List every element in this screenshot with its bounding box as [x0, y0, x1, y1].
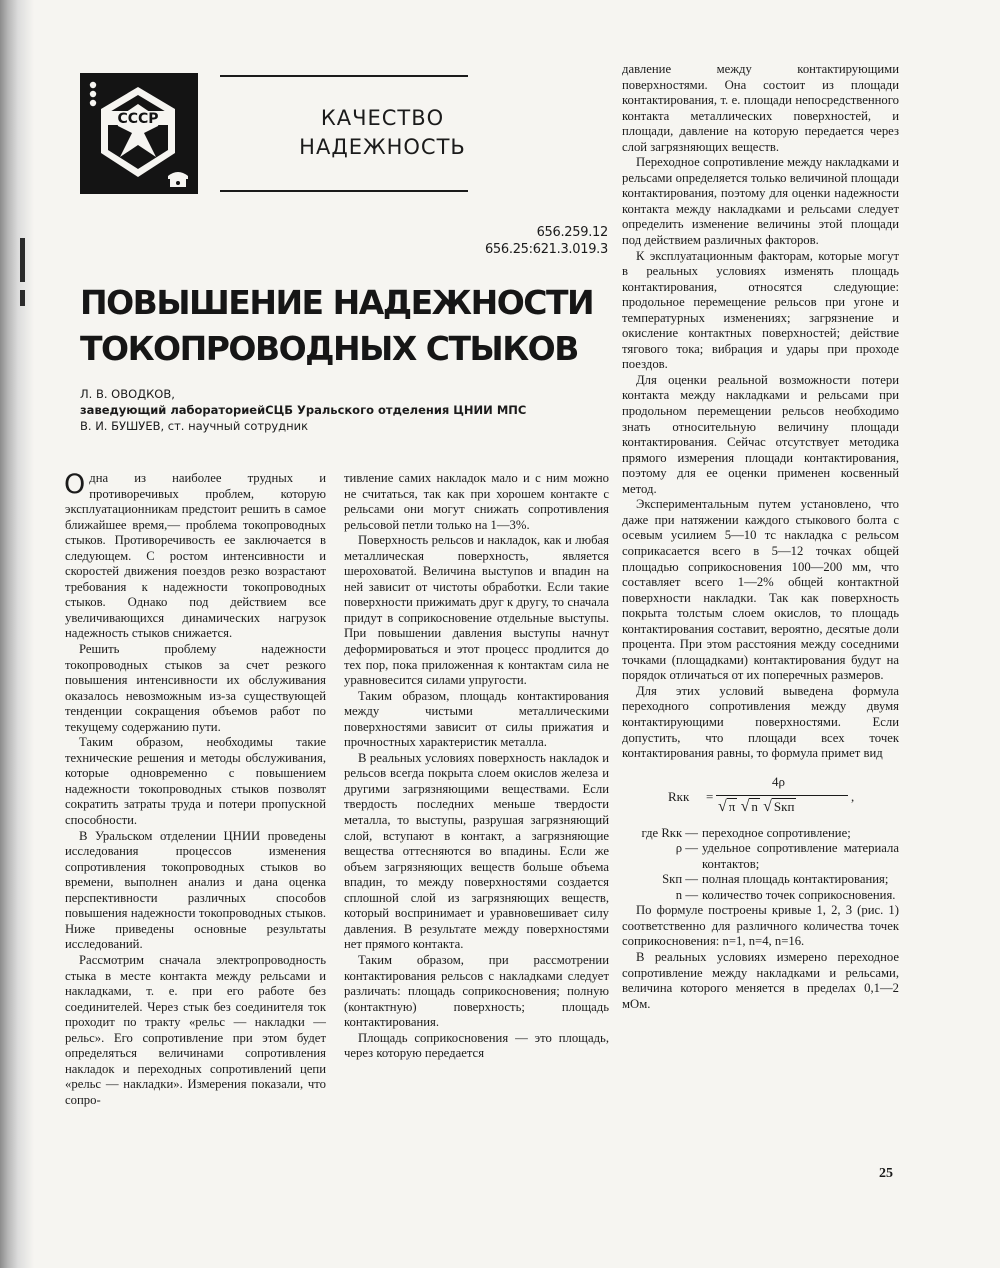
paragraph: В Уральском отделении ЦНИИ проведены исследования процессов изменения сопротивления токопроводных стыков во времени, выполнен анализ и дана оценка перспективности различных способов повышения надежности токопроводных стыков. Ниже приведены основные результаты исследований.	[65, 828, 326, 952]
udc-code: 656.25:621.3.019.3	[484, 242, 608, 257]
paragraph: давление между контактирующими поверхностями. Она состоит из площади контактирования, т. е. площади непосредственного контакта металлических поверхностей, и площади, давление на которую передается через слой загрязняющих веществ.	[622, 62, 899, 154]
legend-description: полная площадь контактирования;	[702, 872, 889, 887]
paragraph: Рассмотрим сначала электропроводность стыка в месте контакта между рельсами и накладками, т. е. при его работе без соединителей. Через стык без соединителя ток проходит по тракту «рельс — накладки — рельс». Его сопротивление при этом будет определяться величинами сопротивления накладок и переходных сопротивлений цепи «рельс — накладки». Измерения показали, что сопро-	[65, 952, 326, 1107]
formula-denominator	[718, 799, 796, 815]
legend-symbol: Sкп —	[662, 872, 698, 887]
paragraph: тивление самих накладок мало и с ним можно не считаться, так как при хорошем контакте с рельсами они могут снижать сопротивления рельсовой петли только на 1—3%.	[344, 471, 609, 532]
page-number: 25	[879, 1166, 893, 1181]
formula-term: Sкп	[773, 798, 795, 814]
author-position: заведующий лабораториейСЦБ Уральского отделения ЦНИИ МПС	[80, 403, 527, 417]
scan-binding-edge	[0, 0, 34, 1268]
paragraph: Поверхность рельсов и накладок, как и любая металлическая поверхность, является шероховатой. Величина выступов и впадин на ней зависит от чистоты обработки. Если такие поверхности прижимать друг к другу, то сначала придут в соприкосновение отдельные выступы. При повышении давления выступы начнут деформироваться и этот процесс продлится до тех пор, пока приложенная к контактам сила не уравновесится силами упругости.	[344, 533, 609, 688]
paragraph: Таким образом, при рассмотрении контактирования рельсов с накладками следует различать: площадь соприкосновения; полную (контактную) поверхность; площадь контактирования.	[344, 952, 609, 1030]
article-title: ПОВЫШЕНИЕ НАДЕЖНОСТИ ТОКОПРОВОДНЫХ СТЫКОВ	[80, 283, 594, 368]
paragraph: дна из наиболее трудных и противоречивых проблем, которую эксплуатационникам предстоит решить в самое ближайшее время,— проблема токопроводных стыков. Противоречивость ее заключается в следующем. С ростом интенсивности и скоростей движения поездов резко возрастают требования к надежности токопроводных стыков. Однако под действием все увеличивающихся динамических нагрузок надежность стыков снижается.	[65, 471, 326, 641]
paragraph: Для оценки реальной возможности потери контакта между накладками и рельсами при продольном перемещении рельсов необходимо знать относительную величину площади контактирования. Сейчас отсутствует методика прямого измерения площади контактирования, поэтому для ее оценки применен косвенный метод.	[622, 372, 899, 496]
author-name: В. И. БУШУЕВ, ст. научный сотрудник	[80, 419, 309, 433]
fraction-bar	[716, 795, 848, 796]
paragraph: По формуле построены кривые 1, 2, 3 (рис. 1) соответственно для различного количества точек соприкосновения: n=1, n=4, n=16.	[622, 903, 899, 949]
paragraph: В реальных условиях измерено переходное сопротивление между накладками и рельсами, величина которого меняется в пределах 0,1—2 мОм.	[622, 949, 899, 1011]
paragraph: Переходное сопротивление между накладками и рельсами определяется только величиной площади контактирования, поэтому для оценки надежности контакта между накладками и рельсами следует определить изменение величины этой площади под действием различных факторов.	[622, 155, 899, 248]
udc-codes	[485, 224, 608, 258]
sqrt-sign-icon: √	[718, 797, 727, 815]
legend-row	[622, 841, 899, 872]
paragraph: Экспериментальным путем установлено, что даже при натяжении каждого стыкового болта с осевым усилием 5—10 тс накладка с рельсом соприкасается всего в 5—12 точках общей площадью соприкосновения 100—200 мм, что составляет всего 1—2% общей контактной поверхности накладки. Так как поверхность покрыта толстым слоем окислов, то площадь контактирования составит, вероятно, десятые доли процента. При этом расстояния между соседними точками (площадками) контактирования будут на порядок отличаться от их поперечных размеров.	[622, 497, 899, 683]
telephone-icon	[168, 172, 188, 187]
author-name: Л. В. ОВОДКОВ,	[80, 387, 175, 401]
formula-term: n	[751, 798, 758, 814]
legend-description: количество точек соприкосновения.	[702, 887, 896, 902]
text-column-1	[65, 471, 326, 1108]
drop-cap: О	[64, 469, 86, 500]
formula-numerator: 4ρ	[772, 773, 785, 789]
paragraph: Таким образом, необходимы такие технические решения и методы обслуживания, которые одновременно с повышением надежности токопроводных стыков позволят сократить затраты труда и потери пропускной способности.	[65, 735, 326, 828]
legend-symbol: ρ —	[675, 841, 698, 856]
rubric-rule-top	[220, 75, 468, 77]
logo-text: СССР	[117, 111, 159, 127]
rubric-line-2: НАДЕЖНОСТЬ	[299, 135, 466, 159]
authors-block	[80, 386, 550, 434]
formula-term: π	[728, 798, 736, 814]
text-column-3	[622, 62, 899, 1012]
legend-row	[622, 826, 899, 842]
legend-description: переходное сопротивление;	[702, 825, 851, 840]
paragraph: В реальных условиях поверхность накладок и рельсов всегда покрыта слоем окислов железа и другими загрязняющими веществами. Если твердость последних меньше твердости металла, то выступы, разрушая загрязняющий слой, вступают в контакт, а загрязняющие вещества оттесняются во впадины. Если же объем загрязняющих веществ больше объема впадин, то между поверхностями создается сплошной слой из загрязняющих веществ, который воспринимает и уравновешивает силу давления. В результате между поверхностями нет прямого контакта.	[344, 750, 609, 952]
rubric-line-1: КАЧЕСТВО	[320, 106, 445, 130]
quality-mark-logo	[80, 73, 198, 194]
formula-legend	[622, 826, 899, 904]
formula-equals: =	[706, 788, 714, 804]
scan-mark	[20, 290, 25, 306]
resistance-formula	[622, 774, 899, 822]
text-column-2	[344, 471, 609, 1062]
paragraph: Таким образом, площадь контактирования между чистыми металлическими поверхностями зависит от силы прижатия и прочностных характеристик металла.	[344, 688, 609, 750]
paragraph: Решить проблему надежности токопроводных стыков за счет резкого повышения интенсивности их обслуживания оказалось невозможным из-за существующей тенденции сокращения объемов работ по текущему содержанию пути.	[65, 642, 326, 734]
paragraph: К эксплуатационным факторам, которые могут в реальных условиях изменять площадь контактирования, относятся следующие: продольное перемещение рельсов при угоне и температурных изменениях; загрязнение и окисление контактных поверхностей; действие тягового тока; вибрация и удары при проходе поездов.	[622, 248, 899, 372]
legend-symbol: n —	[675, 887, 698, 902]
sqrt-sign-icon: √	[740, 797, 750, 815]
legend-description: удельное сопротивление материала контактов;	[702, 841, 899, 871]
scan-mark	[20, 238, 25, 282]
sqrt-sign-icon: √	[763, 797, 772, 815]
legend-row	[622, 888, 899, 904]
rubric-rule-bottom	[220, 190, 468, 192]
legend-row	[622, 872, 899, 888]
rubric-heading	[250, 104, 515, 162]
paragraph: Площадь соприкосновения — это площадь, через которую передается	[344, 1030, 609, 1061]
formula-lhs: Rкк	[668, 788, 690, 804]
formula-comma: ,	[851, 788, 855, 804]
udc-code: 656.259.12	[536, 225, 608, 240]
paragraph: Для этих условий выведена формула переходного сопротивления между двумя контактирующими поверхностями. Если допустить, что площади всех точек контактирования равны, то формула примет вид	[622, 683, 899, 761]
legend-symbol: где Rкк —	[641, 825, 698, 840]
